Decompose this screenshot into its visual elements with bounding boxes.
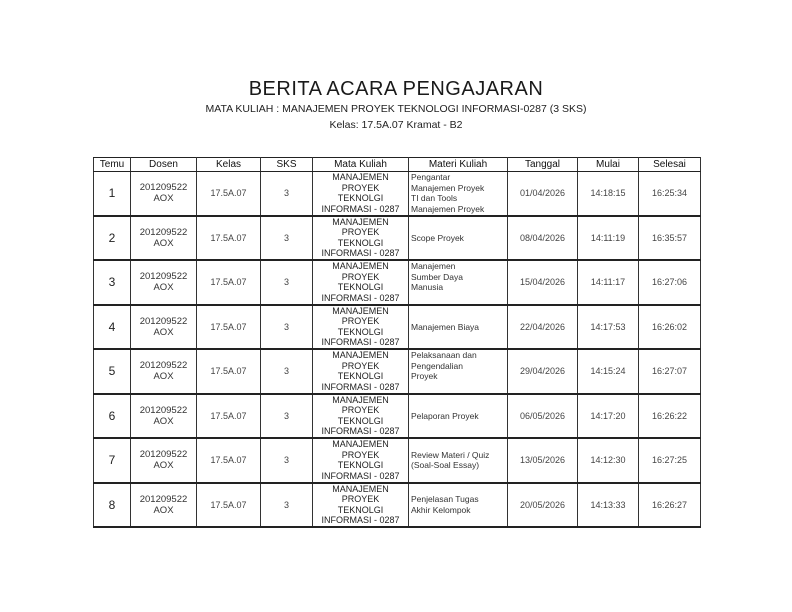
cell-line: TEKNOLGI <box>337 415 384 426</box>
cell-selesai: 16:27:07 <box>639 349 701 394</box>
cell-line: 201209522 <box>139 226 188 238</box>
cell-temu: 4 <box>94 305 131 350</box>
table-row <box>94 305 701 350</box>
cell-mata-kuliah <box>313 216 409 261</box>
cell-line: Akhir Kelompok <box>411 504 471 515</box>
table-row <box>94 483 701 528</box>
cell-line: PROYEK <box>341 182 380 193</box>
cell-line: 201209522 <box>139 315 188 327</box>
cell-line: Sumber Daya <box>411 271 463 282</box>
cell-temu: 8 <box>94 483 131 528</box>
cell-line: AOX <box>153 415 174 427</box>
header-dosen: Dosen <box>131 158 197 172</box>
cell-kelas: 17.5A.07 <box>197 260 261 305</box>
cell-mulai: 14:11:19 <box>578 216 639 261</box>
cell-mulai: 14:13:33 <box>578 483 639 528</box>
cell-dosen <box>131 394 197 439</box>
cell-temu: 3 <box>94 260 131 305</box>
cell-line: Penjelasan Tugas <box>411 494 479 505</box>
cell-kelas: 17.5A.07 <box>197 216 261 261</box>
table-row <box>94 260 701 305</box>
table-body <box>94 172 701 528</box>
cell-materi <box>409 483 508 528</box>
cell-line: AOX <box>153 326 174 338</box>
cell-tanggal: 15/04/2026 <box>508 260 578 305</box>
document-title: BERITA ACARA PENGAJARAN <box>248 78 544 100</box>
cell-tanggal: 29/04/2026 <box>508 349 578 394</box>
cell-line: MANAJEMEN <box>332 216 389 227</box>
cell-line: TEKNOLGI <box>337 460 384 470</box>
cell-line: AOX <box>153 504 174 516</box>
cell-line: INFORMASI - 0287 <box>321 515 400 525</box>
cell-tanggal: 20/05/2026 <box>508 483 578 528</box>
cell-mata-kuliah <box>313 438 409 483</box>
header-tanggal: Tanggal <box>508 158 578 172</box>
cell-kelas: 17.5A.07 <box>197 483 261 528</box>
cell-sks: 3 <box>261 172 313 216</box>
cell-materi <box>409 172 508 216</box>
cell-mulai: 14:18:15 <box>578 172 639 216</box>
cell-line: PROYEK <box>341 494 380 504</box>
header-mata-kuliah: Mata Kuliah <box>313 158 409 172</box>
table-header-row <box>94 158 701 172</box>
cell-materi <box>409 260 508 305</box>
cell-line: Pelaporan Proyek <box>411 410 479 421</box>
cell-mata-kuliah <box>313 260 409 305</box>
cell-tanggal: 22/04/2026 <box>508 305 578 350</box>
cell-selesai: 16:27:25 <box>639 438 701 483</box>
cell-mata-kuliah <box>313 305 409 350</box>
cell-dosen <box>131 483 197 528</box>
cell-line: TEKNOLGI <box>337 193 384 203</box>
header-materi-kuliah: Materi Kuliah <box>409 158 508 172</box>
cell-mata-kuliah <box>313 349 409 394</box>
cell-selesai: 16:26:02 <box>639 305 701 350</box>
cell-mulai: 14:12:30 <box>578 438 639 483</box>
cell-line: Proyek <box>411 371 438 381</box>
cell-temu: 1 <box>94 172 131 216</box>
header-sks: SKS <box>261 158 313 172</box>
cell-line: AOX <box>153 193 174 205</box>
cell-kelas: 17.5A.07 <box>197 349 261 394</box>
cell-temu: 7 <box>94 438 131 483</box>
cell-sks: 3 <box>261 305 313 350</box>
cell-line: INFORMASI - 0287 <box>321 248 400 258</box>
cell-tanggal: 13/05/2026 <box>508 438 578 483</box>
cell-selesai: 16:25:34 <box>639 172 701 216</box>
cell-dosen <box>131 349 197 394</box>
cell-line: TEKNOLGI <box>337 504 384 515</box>
cell-line: Manajemen Biaya <box>411 321 480 332</box>
cell-line: 201209522 <box>139 271 188 283</box>
cell-line: INFORMASI - 0287 <box>321 470 400 481</box>
cell-line: MANAJEMEN <box>332 172 389 182</box>
cell-line: TEKNOLGI <box>337 371 384 381</box>
cell-dosen <box>131 260 197 305</box>
cell-line: Manajemen Proyek <box>411 203 485 214</box>
cell-line: MANAJEMEN <box>332 350 389 360</box>
cell-selesai: 16:27:06 <box>639 260 701 305</box>
cell-kelas: 17.5A.07 <box>197 172 261 216</box>
cell-sks: 3 <box>261 483 313 528</box>
cell-materi <box>409 438 508 483</box>
cell-kelas: 17.5A.07 <box>197 305 261 350</box>
header-mulai: Mulai <box>578 158 639 172</box>
cell-line: TEKNOLGI <box>337 326 384 337</box>
cell-dosen <box>131 216 197 261</box>
teaching-record-table <box>93 157 701 528</box>
cell-line: PROYEK <box>341 449 380 460</box>
cell-line: Pengendalian <box>411 360 463 371</box>
cell-line: AOX <box>153 460 174 472</box>
cell-selesai: 16:26:22 <box>639 394 701 439</box>
cell-tanggal: 06/05/2026 <box>508 394 578 439</box>
cell-line: MANAJEMEN <box>332 394 389 405</box>
cell-line: INFORMASI - 0287 <box>321 292 400 303</box>
cell-mata-kuliah <box>313 172 409 216</box>
cell-line: AOX <box>153 237 174 249</box>
cell-materi <box>409 349 508 394</box>
cell-line: AOX <box>153 371 174 383</box>
cell-dosen <box>131 172 197 216</box>
cell-line: Scope Proyek <box>411 232 464 243</box>
cell-line: Pelaksanaan dan <box>411 350 477 360</box>
cell-materi <box>409 216 508 261</box>
cell-sks: 3 <box>261 349 313 394</box>
table-row <box>94 349 701 394</box>
cell-line: Manajemen Proyek <box>411 182 485 193</box>
class-info: Kelas: 17.5A.07 Kramat - B2 <box>329 119 463 131</box>
cell-line: TEKNOLGI <box>337 282 384 292</box>
cell-kelas: 17.5A.07 <box>197 438 261 483</box>
course-subtitle: MATA KULIAH : MANAJEMEN PROYEK TEKNOLOGI INFORMASI-0287 (3 SKS) <box>205 103 587 115</box>
cell-selesai: 16:35:57 <box>639 216 701 261</box>
cell-dosen <box>131 305 197 350</box>
cell-line: Manajemen <box>411 261 456 271</box>
cell-kelas: 17.5A.07 <box>197 394 261 439</box>
cell-temu: 2 <box>94 216 131 261</box>
cell-line: (Soal-Soal Essay) <box>411 460 480 471</box>
cell-line: MANAJEMEN <box>332 305 389 316</box>
table-row <box>94 216 701 261</box>
cell-mulai: 14:17:53 <box>578 305 639 350</box>
cell-line: 201209522 <box>139 360 188 372</box>
cell-line: INFORMASI - 0287 <box>321 203 400 214</box>
cell-line: INFORMASI - 0287 <box>321 426 400 436</box>
cell-sks: 3 <box>261 394 313 439</box>
cell-line: 201209522 <box>139 449 188 461</box>
cell-line: 201209522 <box>139 182 188 194</box>
cell-sks: 3 <box>261 260 313 305</box>
cell-line: INFORMASI - 0287 <box>321 381 400 392</box>
cell-line: PROYEK <box>341 227 380 237</box>
cell-tanggal: 01/04/2026 <box>508 172 578 216</box>
cell-line: 201209522 <box>139 493 188 505</box>
cell-mulai: 14:17:20 <box>578 394 639 439</box>
cell-selesai: 16:26:27 <box>639 483 701 528</box>
cell-mata-kuliah <box>313 483 409 528</box>
table-row <box>94 438 701 483</box>
header-kelas: Kelas <box>197 158 261 172</box>
cell-mulai: 14:15:24 <box>578 349 639 394</box>
header-temu: Temu <box>94 158 131 172</box>
header-selesai: Selesai <box>639 158 701 172</box>
cell-sks: 3 <box>261 216 313 261</box>
cell-temu: 5 <box>94 349 131 394</box>
cell-temu: 6 <box>94 394 131 439</box>
cell-tanggal: 08/04/2026 <box>508 216 578 261</box>
cell-line: Manusia <box>411 282 444 292</box>
cell-line: MANAJEMEN <box>332 483 389 494</box>
cell-sks: 3 <box>261 438 313 483</box>
cell-line: PROYEK <box>341 405 380 415</box>
cell-line: PROYEK <box>341 271 380 282</box>
table-row <box>94 394 701 439</box>
cell-line: 201209522 <box>139 404 188 416</box>
cell-line: MANAJEMEN <box>332 439 389 449</box>
cell-line: INFORMASI - 0287 <box>321 337 400 347</box>
cell-line: TEKNOLGI <box>337 237 384 248</box>
cell-line: MANAJEMEN <box>332 261 389 271</box>
cell-line: TI dan Tools <box>411 193 458 203</box>
cell-line: PROYEK <box>341 360 380 371</box>
cell-dosen <box>131 438 197 483</box>
cell-materi <box>409 305 508 350</box>
cell-line: AOX <box>153 282 174 294</box>
table-row <box>94 172 701 216</box>
cell-materi <box>409 394 508 439</box>
cell-line: Pengantar <box>411 172 451 182</box>
cell-line: Review Materi / Quiz <box>411 449 490 460</box>
cell-line: PROYEK <box>341 316 380 326</box>
cell-mata-kuliah <box>313 394 409 439</box>
cell-mulai: 14:11:17 <box>578 260 639 305</box>
